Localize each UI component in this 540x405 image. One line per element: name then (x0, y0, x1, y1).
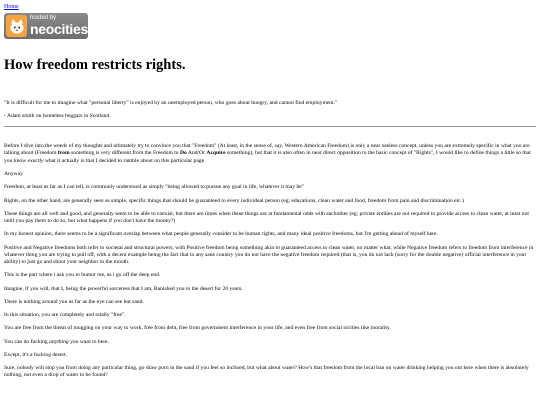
paragraph-nothing: There is nothing around you as far as the eye can see but sand. (4, 298, 144, 305)
paragraph-anyway: Anyway (4, 170, 23, 177)
text-italic: exactly (27, 157, 44, 164)
paragraph-positive: Positive and Negative freedoms both refer to societal and structural powers, with Positive freedom being something akin to guaranteed access to clean water, no matter what, while Negative freedom refers to freedom from interference in whatever thing you are trying to pull off, with a decent example being the fact that in any sane country you do not have the negative freedom required (that is, you do not lack (sorry for the double negative) official interference in your ability) to just go and shoot your neighbor in the mouth. (4, 244, 534, 266)
text: something is (69, 150, 101, 157)
quote-author: - Adam smith on homeless beggars in Scotland. (4, 112, 111, 119)
paragraph-humor: This is the part where i ask you to humor me, as i go off the deep end. (4, 272, 161, 279)
text-bold: Do (179, 150, 187, 157)
paragraph-fucking (4, 339, 536, 346)
paragraph-opinion: In my honest opinion, there seems to be a significant overlap between what people generally consider to be human rights, and many ideal positive freedoms, but I'm getting ahead of myself here. (4, 231, 438, 238)
paragraph-free: You are free from the threat of mugging on your way to work, free from debt, free from government interference in your life, and even free from social nicities like morality. (4, 325, 391, 332)
text-bold: from (57, 150, 70, 157)
neocities-badge-text (30, 15, 88, 36)
paragraph-imagine: Imagine, if you will, that I, being the powerful sorceress that I am, Banished you to the desert for 20 years. (4, 285, 243, 292)
text: And/Or (186, 150, 207, 157)
paragraph-except: Except, it's a fucking desert. (4, 351, 68, 358)
badge-line1: hosted by (30, 15, 57, 22)
paragraph-sure: Sure, nobody will stop you from doing any particular thing, go draw porn in the sand if you feel so inclined, but what about water? How's that freedom from the local ban on water drinking helping you out here when there is absolutely nothing, not even a drop of water to be found? (4, 365, 529, 379)
page-title: How freedom restricts rights. (4, 56, 186, 73)
quote: "It is difficult for me to imagine what "personal liberty" is enjoyed by an unemployed person, who goes about hungry, and cannot find employment." (4, 99, 338, 106)
text: something), but that it is also often in near direct opposition to the basic concept of "Rights", I would like to define things a little so that you know (4, 150, 531, 164)
paragraph-rights: Rights, on the other hand, are generally seen as simple, specific things that should be guaranteed to every individual person (eg; educations, clean water and food, freedom from pain and discrimination etc.) (4, 197, 464, 204)
paragraph-intro (4, 143, 536, 165)
home-link[interactable]: Home (4, 4, 19, 10)
text-italic: very (100, 150, 111, 157)
divider (4, 126, 536, 127)
text: you want to here. (68, 338, 109, 345)
text: different from the Freedom to (110, 150, 180, 157)
text: what it actually is that I decided to ramble about on this particular page. (43, 157, 206, 164)
badge-line2: neocities (30, 21, 88, 38)
text-bold: Acquire (206, 150, 226, 157)
paragraph-these: These things are all well and good, and generally seem to be able to coexist, but there are times when these things are at fundamental odds with eachother (eg; private entities are not required to provide access to clean water, at least not until you pay them to do so, but what happens if you don't have the money?) (4, 210, 529, 225)
text: You can do fucking (4, 338, 50, 345)
text: Before I dive into the weeds of my thoughts and ultimately try to convince you that "Freedom" (At least, in the sense of, say, Western American Freedom) is only a near useless concept, unless you are extremely specific in what you are talking about (Freedom (4, 143, 530, 157)
neocities-badge[interactable] (4, 13, 88, 39)
neocities-cat-icon (6, 15, 27, 37)
paragraph-freedom: Freedom, at least as far as I can tell, is commonly understood as simply "being allowed to pursue any goal in life, whatever it may be" (4, 184, 305, 191)
text-italic: anything (49, 338, 69, 345)
paragraph-situation: In this situation, you are completely and totally "free". (4, 312, 126, 319)
